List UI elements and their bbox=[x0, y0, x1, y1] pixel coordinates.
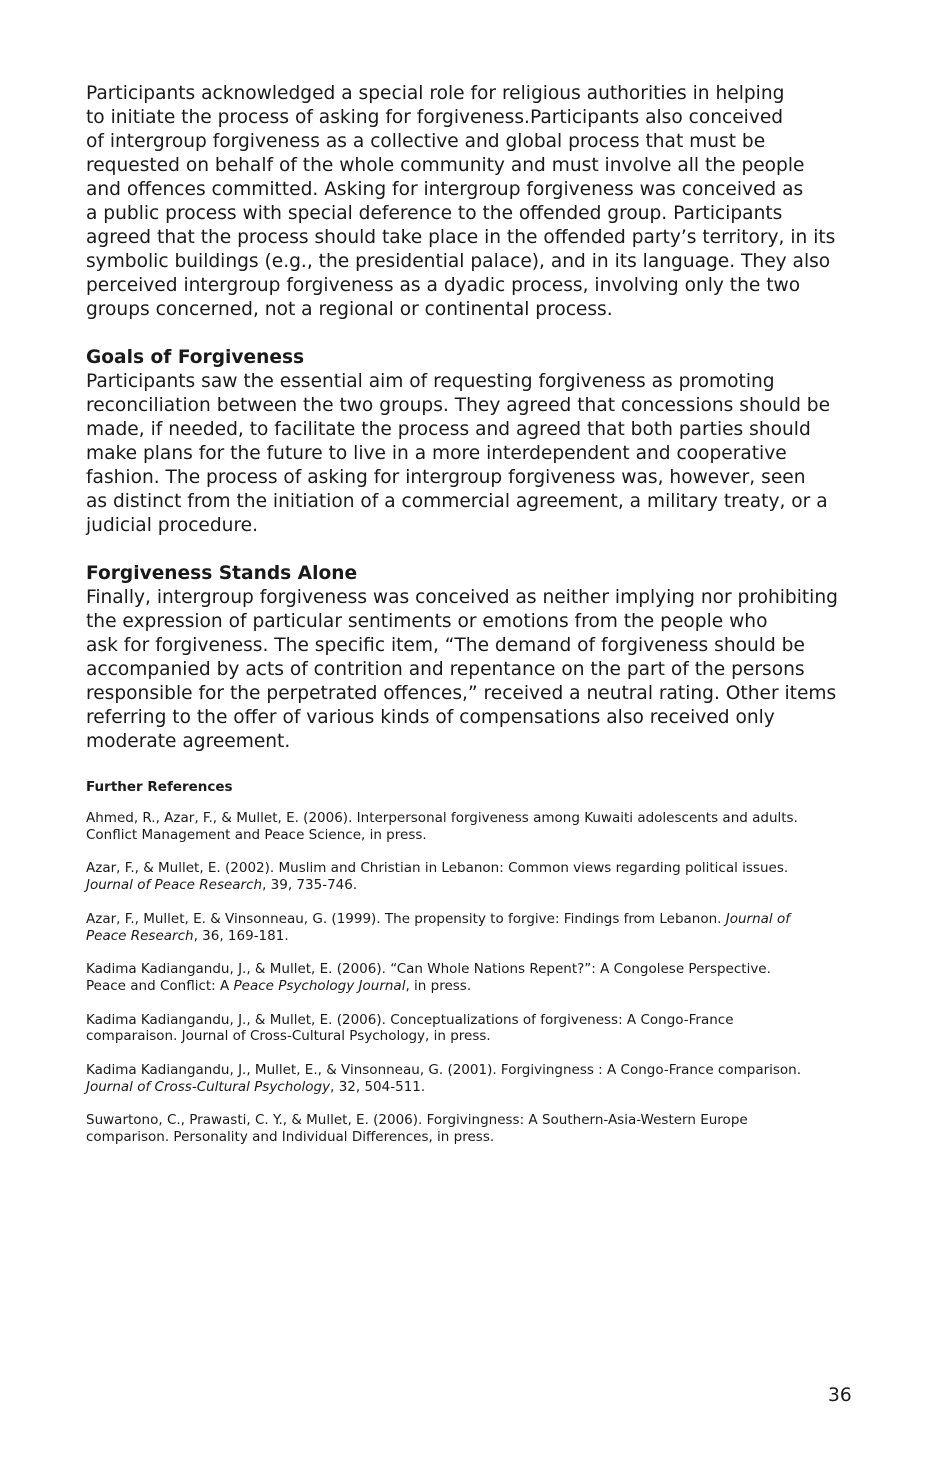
reference-item bbox=[86, 810, 876, 844]
reference-journal: Journal of Peace Research bbox=[86, 910, 790, 944]
reference-item bbox=[86, 911, 876, 945]
reference-details: , 39, 735-746. bbox=[262, 877, 358, 894]
reference-journal: Peace Psychology Journal bbox=[233, 977, 406, 994]
reference-item bbox=[86, 1062, 876, 1096]
reference-journal: Journal of Peace Research bbox=[86, 877, 263, 894]
reference-text: Kadima Kadiangandu, J., Mullet, E., & Vinsonneau, G. (2001). Forgivingness : A Congo-France comparison. bbox=[86, 1061, 802, 1078]
reference-item bbox=[86, 1012, 876, 1046]
references-list bbox=[86, 810, 876, 1146]
reference-item bbox=[86, 961, 876, 995]
reference-item bbox=[86, 1112, 876, 1146]
reference-text: Suwartono, C., Prawasti, C. Y., & Mullet, E. (2006). Forgivingness: A Southern-Asia-Western Europe comparison. Personality and Individual Differences, in press. bbox=[86, 1112, 748, 1146]
document-page bbox=[86, 82, 876, 1163]
section-goals-of-forgiveness bbox=[86, 346, 876, 538]
reference-text: Azar, F., Mullet, E. & Vinsonneau, G. (1999). The propensity to forgive: Findings from Lebanon. bbox=[86, 910, 726, 927]
section-paragraph: Finally, intergroup forgiveness was conceived as neither implying nor prohibiting the expression of particular sentiments or emotions from the people who ask for forgiveness. The specific item, “The demand of forgiveness should be accompanied by acts of contrition and repentance on the part of the persons responsible for the perpetrated offences,” received a neutral rating. Other items referring to the offer of various kinds of compensations also received only moderate agreement. bbox=[86, 587, 838, 752]
reference-text: Kadima Kadiangandu, J., & Mullet, E. (2006). Conceptualizations of forgiveness: A Congo-France comparaison. Journal of Cross-Cultural Psychology, in press. bbox=[86, 1011, 734, 1045]
reference-details: , 36, 169-181. bbox=[193, 927, 289, 944]
reference-item bbox=[86, 860, 876, 894]
section-forgiveness-stands-alone bbox=[86, 562, 876, 754]
section-heading: Goals of Forgiveness bbox=[86, 347, 305, 368]
reference-details: , 32, 504-511. bbox=[330, 1078, 426, 1095]
page-number: 36 bbox=[828, 1385, 852, 1406]
reference-text: Azar, F., & Mullet, E. (2002). Muslim and Christian in Lebanon: Common views regarding political issues. bbox=[86, 860, 789, 877]
reference-journal: Journal of Cross-Cultural Psychology bbox=[86, 1078, 331, 1095]
reference-details: , in press. bbox=[405, 977, 472, 994]
section-heading: Forgiveness Stands Alone bbox=[86, 563, 358, 584]
reference-text: Ahmed, R., Azar, F., & Mullet, E. (2006). Interpersonal forgiveness among Kuwaiti adolescents and adults. Conflict Management and Peace Science, in press. bbox=[86, 810, 798, 843]
section-paragraph: Participants saw the essential aim of requesting forgiveness as promoting reconciliation between the two groups. They agreed that concessions should be made, if needed, to facilitate the process and agreed that both parties should make plans for the future to live in a more interdependent and cooperative fashion. The process of asking for intergroup forgiveness was, however, seen as distinct from the initiation of a commercial agreement, a military treaty, or a judicial procedure. bbox=[86, 371, 831, 536]
references-heading: Further References bbox=[86, 779, 233, 795]
reference-text: Kadima Kadiangandu, J., & Mullet, E. (2006). “Can Whole Nations Repent?”: A Congolese Perspective. Peace and Conflict: A bbox=[86, 961, 771, 994]
intro-paragraph: Participants acknowledged a special role for religious authorities in helping to initiate the process of asking for forgiveness.Participants also conceived of intergroup forgiveness as a collective and global process that must be requested on behalf of the whole community and must involve all the people and offences committed. Asking for intergroup forgiveness was conceived as a public process with special deference to the offended group. Participants agreed that the process should take place in the offended party’s territory, in its symbolic buildings (e.g., the presidential palace), and in its language. They also perceived intergroup forgiveness as a dyadic process, involving only the two groups concerned, not a regional or continental process. bbox=[86, 83, 836, 320]
